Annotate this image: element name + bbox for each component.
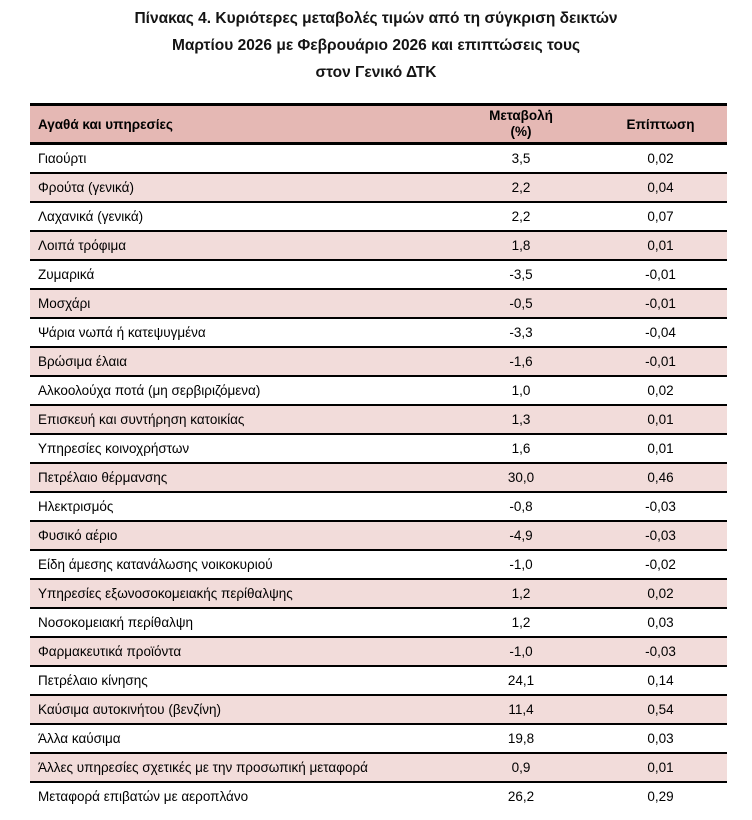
column-header-goods-services: Αγαθά και υπηρεσίες	[30, 105, 448, 144]
table-row	[30, 724, 727, 753]
cell-goods-label: Λαχανικά (γενικά)	[30, 202, 448, 231]
table-row	[30, 289, 727, 318]
cell-impact-value: 0,29	[647, 789, 674, 804]
table-row	[30, 666, 727, 695]
cell-impact-value: 0,01	[594, 231, 727, 260]
table-row	[30, 492, 727, 521]
cell-goods-label: Μεταφορά επιβατών με αεροπλάνο	[38, 789, 249, 804]
cell-goods-label: Γιαούρτι	[30, 144, 448, 173]
cell-change-value: 26,2	[507, 789, 535, 804]
table-row	[30, 144, 727, 173]
table-row	[30, 637, 727, 666]
cell-change-value: 1,8	[448, 231, 594, 260]
table-row	[30, 550, 727, 579]
cell-change-value: 2,2	[448, 173, 594, 202]
table-row	[30, 463, 727, 492]
table-row	[30, 260, 727, 289]
table-body	[30, 144, 727, 811]
cell-goods-label: Πετρέλαιο θέρμανσης	[30, 463, 448, 492]
cell-change-value: -0,5	[448, 289, 594, 318]
table-row	[30, 405, 727, 434]
cell-goods-label: Ζυμαρικά	[30, 260, 448, 289]
cell-change-value: -3,5	[448, 260, 594, 289]
cell-change-value: 11,4	[448, 695, 594, 724]
table-row	[30, 173, 727, 202]
table-row	[30, 608, 727, 637]
column-header-change-percent	[448, 105, 594, 144]
cell-impact-value: 0,02	[594, 144, 727, 173]
cell-impact-value: -0,03	[594, 637, 727, 666]
cell-change-value: 24,1	[448, 666, 594, 695]
column-header-change-line2: (%)	[510, 124, 532, 139]
table-row	[30, 434, 727, 463]
table-row	[30, 318, 727, 347]
cell-goods-label: Είδη άμεσης κατανάλωσης νοικοκυριού	[30, 550, 448, 579]
cell-change-value: -1,0	[448, 550, 594, 579]
cell-impact-value: -0,01	[594, 289, 727, 318]
cell-goods-label: Άλλες υπηρεσίες σχετικές με την προσωπική μεταφορά	[30, 753, 448, 782]
table-row	[30, 202, 727, 231]
cell-impact-value: -0,01	[594, 260, 727, 289]
cell-impact-value: 0,02	[594, 376, 727, 405]
cell-goods-label: Ψάρια νωπά ή κατεψυγμένα	[30, 318, 448, 347]
document-page	[0, 5, 752, 811]
cell-impact-value: -0,04	[594, 318, 727, 347]
cell-impact-value: 0,01	[594, 753, 727, 782]
cell-change-value: 3,5	[448, 144, 594, 173]
cell-change-value: 2,2	[448, 202, 594, 231]
cell-change-value: -1,6	[448, 347, 594, 376]
cell-goods-label: Λοιπά τρόφιμα	[30, 231, 448, 260]
cell-impact-value: 0,03	[594, 608, 727, 637]
title-line-3: στον Γενικό ΔΤΚ	[315, 64, 437, 81]
cell-impact-value: 0,14	[594, 666, 727, 695]
cell-change-value: 1,2	[448, 579, 594, 608]
cell-goods-label: Νοσοκομειακή περίθαλψη	[30, 608, 448, 637]
title-line-2: Μαρτίου 2026 με Φεβρουάριο 2026 και επιπτώσεις τους	[171, 37, 581, 54]
table-row	[30, 782, 727, 811]
cell-impact-value: -0,01	[594, 347, 727, 376]
cell-goods-label: Βρώσιμα έλαια	[30, 347, 448, 376]
cell-goods-label: Άλλα καύσιμα	[30, 724, 448, 753]
cell-impact-value: 0,54	[594, 695, 727, 724]
cell-impact-value: 0,07	[594, 202, 727, 231]
cell-change-value: 19,8	[448, 724, 594, 753]
title-line-1: Πίνακας 4. Κυριότερες μεταβολές τιμών από τη σύγκριση δεικτών	[134, 10, 618, 27]
cell-change-value: -3,3	[448, 318, 594, 347]
cell-impact-value: 0,46	[594, 463, 727, 492]
cell-impact-value: -0,02	[594, 550, 727, 579]
cell-goods-label: Επισκευή και συντήρηση κατοικίας	[30, 405, 448, 434]
table-row	[30, 376, 727, 405]
cell-change-value: -1,0	[448, 637, 594, 666]
column-header-change-line1: Μεταβολή	[489, 108, 553, 123]
cell-goods-label: Αλκοολούχα ποτά (μη σερβιριζόμενα)	[30, 376, 448, 405]
table-row	[30, 521, 727, 550]
cell-impact-value: 0,01	[594, 405, 727, 434]
cell-impact-value: 0,04	[594, 173, 727, 202]
cell-impact-value: -0,03	[594, 492, 727, 521]
table-row	[30, 753, 727, 782]
cell-change-value: 1,0	[448, 376, 594, 405]
cell-goods-label: Ηλεκτρισμός	[30, 492, 448, 521]
cell-goods-label: Μοσχάρι	[30, 289, 448, 318]
column-header-impact: Επίπτωση	[594, 105, 727, 144]
price-changes-table	[30, 103, 727, 811]
cell-goods-label: Υπηρεσίες κοινοχρήστων	[30, 434, 448, 463]
cell-change-value: 1,3	[448, 405, 594, 434]
cell-goods-label: Φαρμακευτικά προϊόντα	[30, 637, 448, 666]
cell-goods-label: Φρούτα (γενικά)	[30, 173, 448, 202]
table-row	[30, 579, 727, 608]
cell-change-value: 0,9	[448, 753, 594, 782]
cell-impact-value: -0,03	[594, 521, 727, 550]
table-row	[30, 347, 727, 376]
header-row	[30, 105, 727, 144]
table-row	[30, 695, 727, 724]
cell-goods-label: Φυσικό αέριο	[30, 521, 448, 550]
table-title	[0, 5, 752, 86]
cell-impact-value: 0,02	[594, 579, 727, 608]
cell-change-value: -4,9	[448, 521, 594, 550]
cell-change-value: 1,6	[448, 434, 594, 463]
cell-goods-label: Υπηρεσίες εξωνοσοκομειακής περίθαλψης	[30, 579, 448, 608]
table-row	[30, 231, 727, 260]
cell-impact-value: 0,03	[594, 724, 727, 753]
cell-goods-label: Πετρέλαιο κίνησης	[30, 666, 448, 695]
cell-goods-label: Καύσιμα αυτοκινήτου (βενζίνη)	[30, 695, 448, 724]
cell-change-value: 30,0	[448, 463, 594, 492]
cell-impact-value: 0,01	[594, 434, 727, 463]
cell-change-value: 1,2	[448, 608, 594, 637]
cell-change-value: -0,8	[448, 492, 594, 521]
